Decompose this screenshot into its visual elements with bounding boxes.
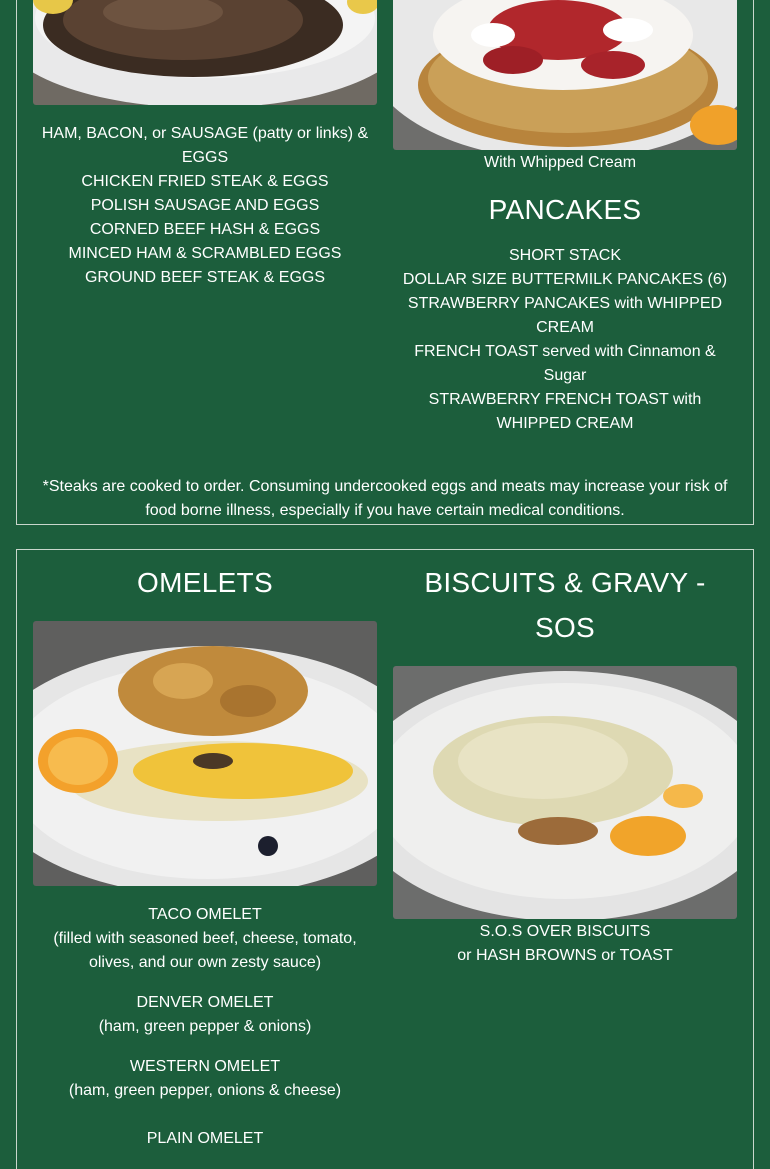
biscuits-gravy-image [393, 666, 737, 919]
steak-eggs-image [33, 0, 377, 105]
menu-item: S.O.S OVER BISCUITS [479, 923, 651, 940]
steak-eggs-list [33, 122, 377, 290]
pancakes-heading: PANCAKES [488, 194, 642, 225]
biscuits-gravy-photo [393, 666, 737, 919]
omelet-name: TACO OMELET [148, 906, 262, 923]
omelet-photo [33, 621, 377, 886]
menu-item: DOLLAR SIZE BUTTERMILK PANCAKES (6) [402, 271, 728, 288]
omelet-image [33, 621, 377, 886]
omelet-name: PLAIN OMELET [146, 1130, 264, 1147]
food-safety-disclaimer: *Steaks are cooked to order. Consuming undercooked eggs and meats may increase your risk of food borne illness, especially if you have certain medical conditions. [42, 478, 728, 519]
omelets-list [33, 903, 377, 1151]
steak-eggs-photo [33, 0, 377, 105]
menu-item: CORNED BEEF HASH & EGGS [89, 221, 321, 238]
menu-item: POLISH SAUSAGE AND EGGS [90, 197, 320, 214]
biscuits-section [393, 560, 737, 650]
waffle-image [393, 0, 737, 150]
omelet-name: WESTERN OMELET [129, 1058, 281, 1075]
menu-item: GROUND BEEF STEAK & EGGS [84, 269, 326, 286]
strawberry-waffle-photo [393, 0, 737, 150]
menu-item: MINCED HAM & SCRAMBLED EGGS [68, 245, 342, 262]
pancakes-section [393, 187, 737, 436]
omelet-detail: (filled with seasoned beef, cheese, tomato, olives, and our own zesty sauce) [53, 930, 357, 971]
waffle-caption-block [380, 151, 740, 175]
waffle-caption: With Whipped Cream [483, 154, 637, 171]
menu-item: STRAWBERRY PANCAKES with WHIPPED CREAM [407, 295, 723, 336]
menu-item: or HASH BROWNS or TOAST [457, 947, 673, 964]
menu-item: STRAWBERRY FRENCH TOAST with WHIPPED CREAM [428, 391, 702, 432]
omelets-heading: OMELETS [137, 567, 273, 598]
biscuits-list [393, 920, 737, 968]
omelet-name: DENVER OMELET [136, 994, 274, 1011]
menu-item: FRENCH TOAST served with Cinnamon & Sugar [414, 343, 716, 384]
menu-item: CHICKEN FRIED STEAK & EGGS [81, 173, 329, 190]
menu-item: SHORT STACK [508, 247, 622, 264]
menu-item: HAM, BACON, or SAUSAGE (patty or links) & EGGS [41, 125, 369, 166]
omelet-detail: (ham, green pepper & onions) [98, 1018, 312, 1035]
omelets-section [33, 560, 377, 605]
omelet-detail: (ham, green pepper, onions & cheese) [68, 1082, 342, 1099]
biscuits-heading: BISCUITS & GRAVY - SOS [424, 567, 706, 643]
